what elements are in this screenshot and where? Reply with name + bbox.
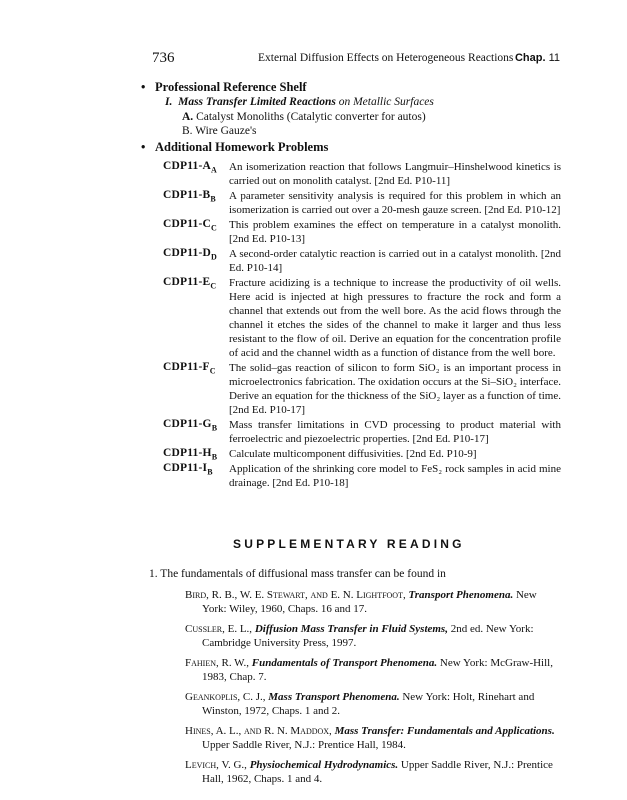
running-head bbox=[152, 50, 560, 68]
reference-entry: Levich, V. G., Physiochemical Hydrodynamics. Upper Saddle River, N.J.: Prentice Hall, 1962, Chaps. 1 and 4. bbox=[185, 759, 553, 785]
problem-description: Fracture acidizing is a technique to increase the productivity of oil wells. Here acid is injected at high pressures to fracture the rock and form a channel that extends out from the well bore. As the acid flows through the channel it etches the sides of the channel to make it larger and thus less resistant to the flow of oil. Derive an equation for the concentration profile of acid and the channel width as a function of distance from the well bore. bbox=[229, 277, 561, 359]
item-i-label: I. bbox=[165, 96, 173, 108]
reference-entry: Geankoplis, C. J., Mass Transport Phenomena. New York: Holt, Rinehart and Winston, 1972, Chaps. 1 and 2. bbox=[185, 691, 535, 717]
bullet-icon: • bbox=[141, 140, 146, 154]
professional-reference-heading: • Professional Reference Shelf bbox=[141, 80, 307, 94]
problem-code: $CDP11-C_C$ bbox=[163, 218, 218, 233]
problem-description: A parameter sensitivity analysis is required for this problem in which an isomerization is carried out over a 20-mesh gauze screen. [2nd Ed. P10-12] bbox=[229, 190, 561, 216]
problem-description: Mass transfer limitations in CVD processing to product material with ferroelectric and piezoelectric properties. [2nd Ed. P10-17] bbox=[229, 419, 561, 445]
reference-item-i bbox=[165, 96, 434, 108]
chapter-label bbox=[515, 52, 560, 64]
problem-item bbox=[163, 462, 561, 490]
item-a-label: A. bbox=[182, 111, 194, 123]
item-a-text: Catalyst Monoliths (Catalytic converter for autos) bbox=[196, 111, 426, 123]
problem-item bbox=[163, 447, 561, 461]
problem-item bbox=[163, 218, 561, 246]
problem-code: $CDP11-H_B$ bbox=[163, 447, 218, 462]
reference-item-a bbox=[182, 111, 426, 123]
additional-homework-heading: • Additional Homework Problems bbox=[141, 140, 329, 154]
problem-description: This problem examines the effect on temperature in a catalyst monolith. [2nd Ed. P10-13] bbox=[229, 219, 561, 245]
reference-entry: Cussler, E. L., Diffusion Mass Transfer in Fluid Systems, 2nd ed. New York: Cambridge University Press, 1997. bbox=[185, 623, 534, 649]
problem-code: $CDP11-I_B$ bbox=[163, 462, 213, 477]
item-b-label: B. bbox=[182, 125, 193, 137]
problem-item bbox=[163, 247, 561, 275]
reading-intro: 1. The fundamentals of diffusional mass transfer can be found in bbox=[149, 568, 446, 580]
problem-item bbox=[163, 160, 561, 188]
item-b-text: Wire Gauze's bbox=[195, 125, 257, 137]
problem-description: A second-order catalytic reaction is carried out in a catalyst monolith. [2nd Ed. P10-14] bbox=[229, 248, 561, 274]
problem-code: $CDP11-E_C$ bbox=[163, 276, 217, 291]
reference-list bbox=[185, 588, 560, 792]
problem-item bbox=[163, 361, 561, 417]
reference-entry: Bird, R. B., W. E. Stewart, and E. N. Lightfoot, Transport Phenomena. New York: Wiley, 1960, Chaps. 16 and 17. bbox=[185, 589, 537, 615]
problem-item bbox=[163, 189, 561, 217]
item-i-suffix: on Metallic Surfaces bbox=[338, 96, 434, 108]
reference-item-b bbox=[182, 125, 257, 137]
problem-description: The solid–gas reaction of silicon to form SiO₂ is an important process in microelectronics fabrication. The oxidation occurs at the Si–SiO₂ interface. Derive an equation for the thickness of the SiO₂ layer as a function of time. [2nd Ed. P10-17] bbox=[229, 362, 561, 416]
problem-code: $CDP11-D_D$ bbox=[163, 247, 218, 262]
item-i-title: Mass Transfer Limited Reactions bbox=[178, 96, 336, 108]
problem-list bbox=[163, 160, 561, 491]
chapter-word: Chap. bbox=[514, 52, 546, 64]
reference-entry: Fahien, R. W., Fundamentals of Transport Phenomena. New York: McGraw-Hill, 1983, Chap. 7. bbox=[185, 657, 553, 683]
problem-item bbox=[163, 418, 561, 446]
problem-code: $CDP11-G_B$ bbox=[163, 418, 218, 433]
running-title: External Diffusion Effects on Heterogeneous Reactions bbox=[258, 52, 514, 64]
problem-description: Application of the shrinking core model to FeS₂ rock samples in acid mine drainage. [2nd Ed. P10-18] bbox=[229, 463, 561, 489]
problem-code: $CDP11-B_B$ bbox=[163, 189, 216, 204]
section-heading: SUPPLEMENTARY READING bbox=[233, 537, 465, 551]
problem-description: An isomerization reaction that follows Langmuir–Hinshelwood kinetics is carried out on monolith catalyst. [2nd Ed. P10-11] bbox=[229, 161, 561, 187]
problem-item bbox=[163, 276, 561, 360]
page-number: 736 bbox=[152, 50, 175, 66]
problem-code: $CDP11-A_A$ bbox=[163, 160, 218, 175]
reference-entry: Hines, A. L., and R. N. Maddox, Mass Transfer: Fundamentals and Applications. Upper Saddle River, N.J.: Prentice Hall, 1984. bbox=[185, 725, 555, 751]
chapter-number: 11 bbox=[548, 52, 560, 64]
bullet-icon: • bbox=[141, 80, 146, 94]
problem-code: $CDP11-F_C$ bbox=[163, 361, 216, 376]
problem-description: Calculate multicomponent diffusivities. [2nd Ed. P10-9] bbox=[229, 448, 477, 460]
